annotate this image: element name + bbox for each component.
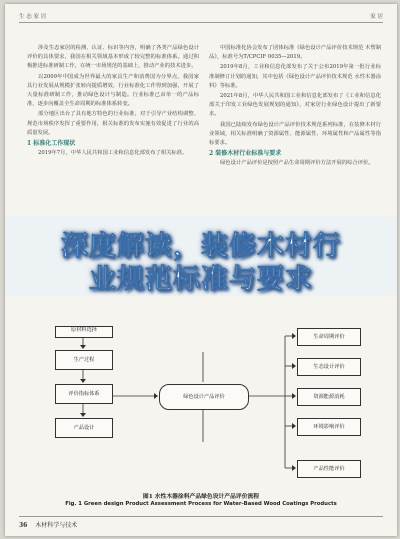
flow-box-right-3: 资源能源消耗: [297, 388, 361, 406]
right-paragraph-after-section: 绿色设计产品评价是按照产品生命周期评价方法开展的综合评价。: [220, 160, 374, 167]
flow-box-left-3: 评价指标体系: [55, 384, 113, 404]
document-page: [5, 4, 397, 536]
journal-name: 木材科学与技术: [35, 522, 78, 529]
right-paragraph-1: 中国标准化协会发布了团体标准《绿色设计产品评价技术规范 木塑制品》，标准号为T/CPCIF 0035—2019。: [209, 45, 381, 61]
left-paragraph-1: 涉及生态家居的检测、认证、标识等内容，明确了各类产品绿色设计评价的具体要求，我国在相关领域基本形成了较完整的标准体系。通过积极推进标准研制工作，在统一市场规范的基础上，推动产业的技术进步。: [27, 45, 199, 70]
flow-box-left-2: 生产过程: [55, 350, 113, 370]
header-left: 生 态 家 居: [19, 14, 47, 20]
left-paragraph-after-section: 2019年7月，中华人民共和国工业和信息化部发布了相关标准。: [38, 150, 188, 157]
running-header: [19, 10, 383, 22]
flowchart-figure: [23, 322, 383, 482]
page-number: 36: [19, 522, 28, 529]
flow-box-left-4: 产品设计: [55, 418, 113, 438]
footer-rule: [19, 516, 383, 517]
right-paragraph-3: 2021年8月，中华人民共和国工业和信息化部发布了《工业和信息化部关于印发工业绿色发展规划的通知》，对家居行业绿色设计提出了新要求。: [209, 93, 381, 118]
flow-box-left-1: 原材料选择: [55, 326, 113, 338]
figure-caption-cn: 图1 水性木器涂料产品绿色设计产品评价流程: [142, 494, 260, 500]
figure-caption-en: Fig. 1 Green design Product Assessment Process for Water-Based Wood Coatings Products: [65, 501, 337, 507]
flow-box-right-2: 生态设计评价: [297, 358, 361, 376]
left-column: [27, 44, 199, 159]
flow-box-right-1: 生命周期评价: [297, 328, 361, 346]
flow-box-right-4: 环境影响评价: [297, 418, 361, 436]
flow-box-right-5: 产品性能评价: [297, 460, 361, 478]
left-paragraph-2: 以2009年中国成为世界最大的家具生产和消费国为分界点，我国家具行业发展从规模扩张转向提质增效，行业标准化工作得到加强，开展了大量标准研制工作，推动绿色设计与制造。行业标准已由单一的产品标准，逐步向覆盖全生命周期的标准体系转变。: [27, 73, 199, 108]
left-section-heading: 1 标准化工作现状: [27, 140, 76, 148]
flow-box-center: 绿色设计产品评价: [159, 384, 249, 410]
right-paragraph-4: 我国已陆续发布绿色设计产品评价技术规范系列标准，在装修木材行业领域，相关标准明确了资源属性、能源属性、环境属性和产品属性等指标要求。: [209, 121, 381, 147]
left-paragraph-3: 部分地区出台了具有地方特色的行业标准，对于引导产业结构调整、规范市场秩序发挥了重要作用，相关标准的发布实施有效促进了行业的高质量发展。: [27, 111, 199, 136]
header-right: 家 居: [370, 14, 383, 20]
header-rule: [19, 22, 383, 23]
right-paragraph-2: 2019年8月，工业和信息化部发布了关于公布2019年第一批行业标准制修订计划的通知，其中包括《绿色设计产品评价技术规范 水性木器涂料》等标准。: [209, 64, 381, 89]
right-section-heading: 2 装修木材行业标准与要求: [209, 150, 282, 158]
right-column: [209, 44, 381, 170]
page-footer: [19, 520, 77, 529]
title-line-1: 深度解读，装修木材行: [61, 231, 341, 262]
title-line-2: 业规范标准与要求: [89, 264, 313, 295]
